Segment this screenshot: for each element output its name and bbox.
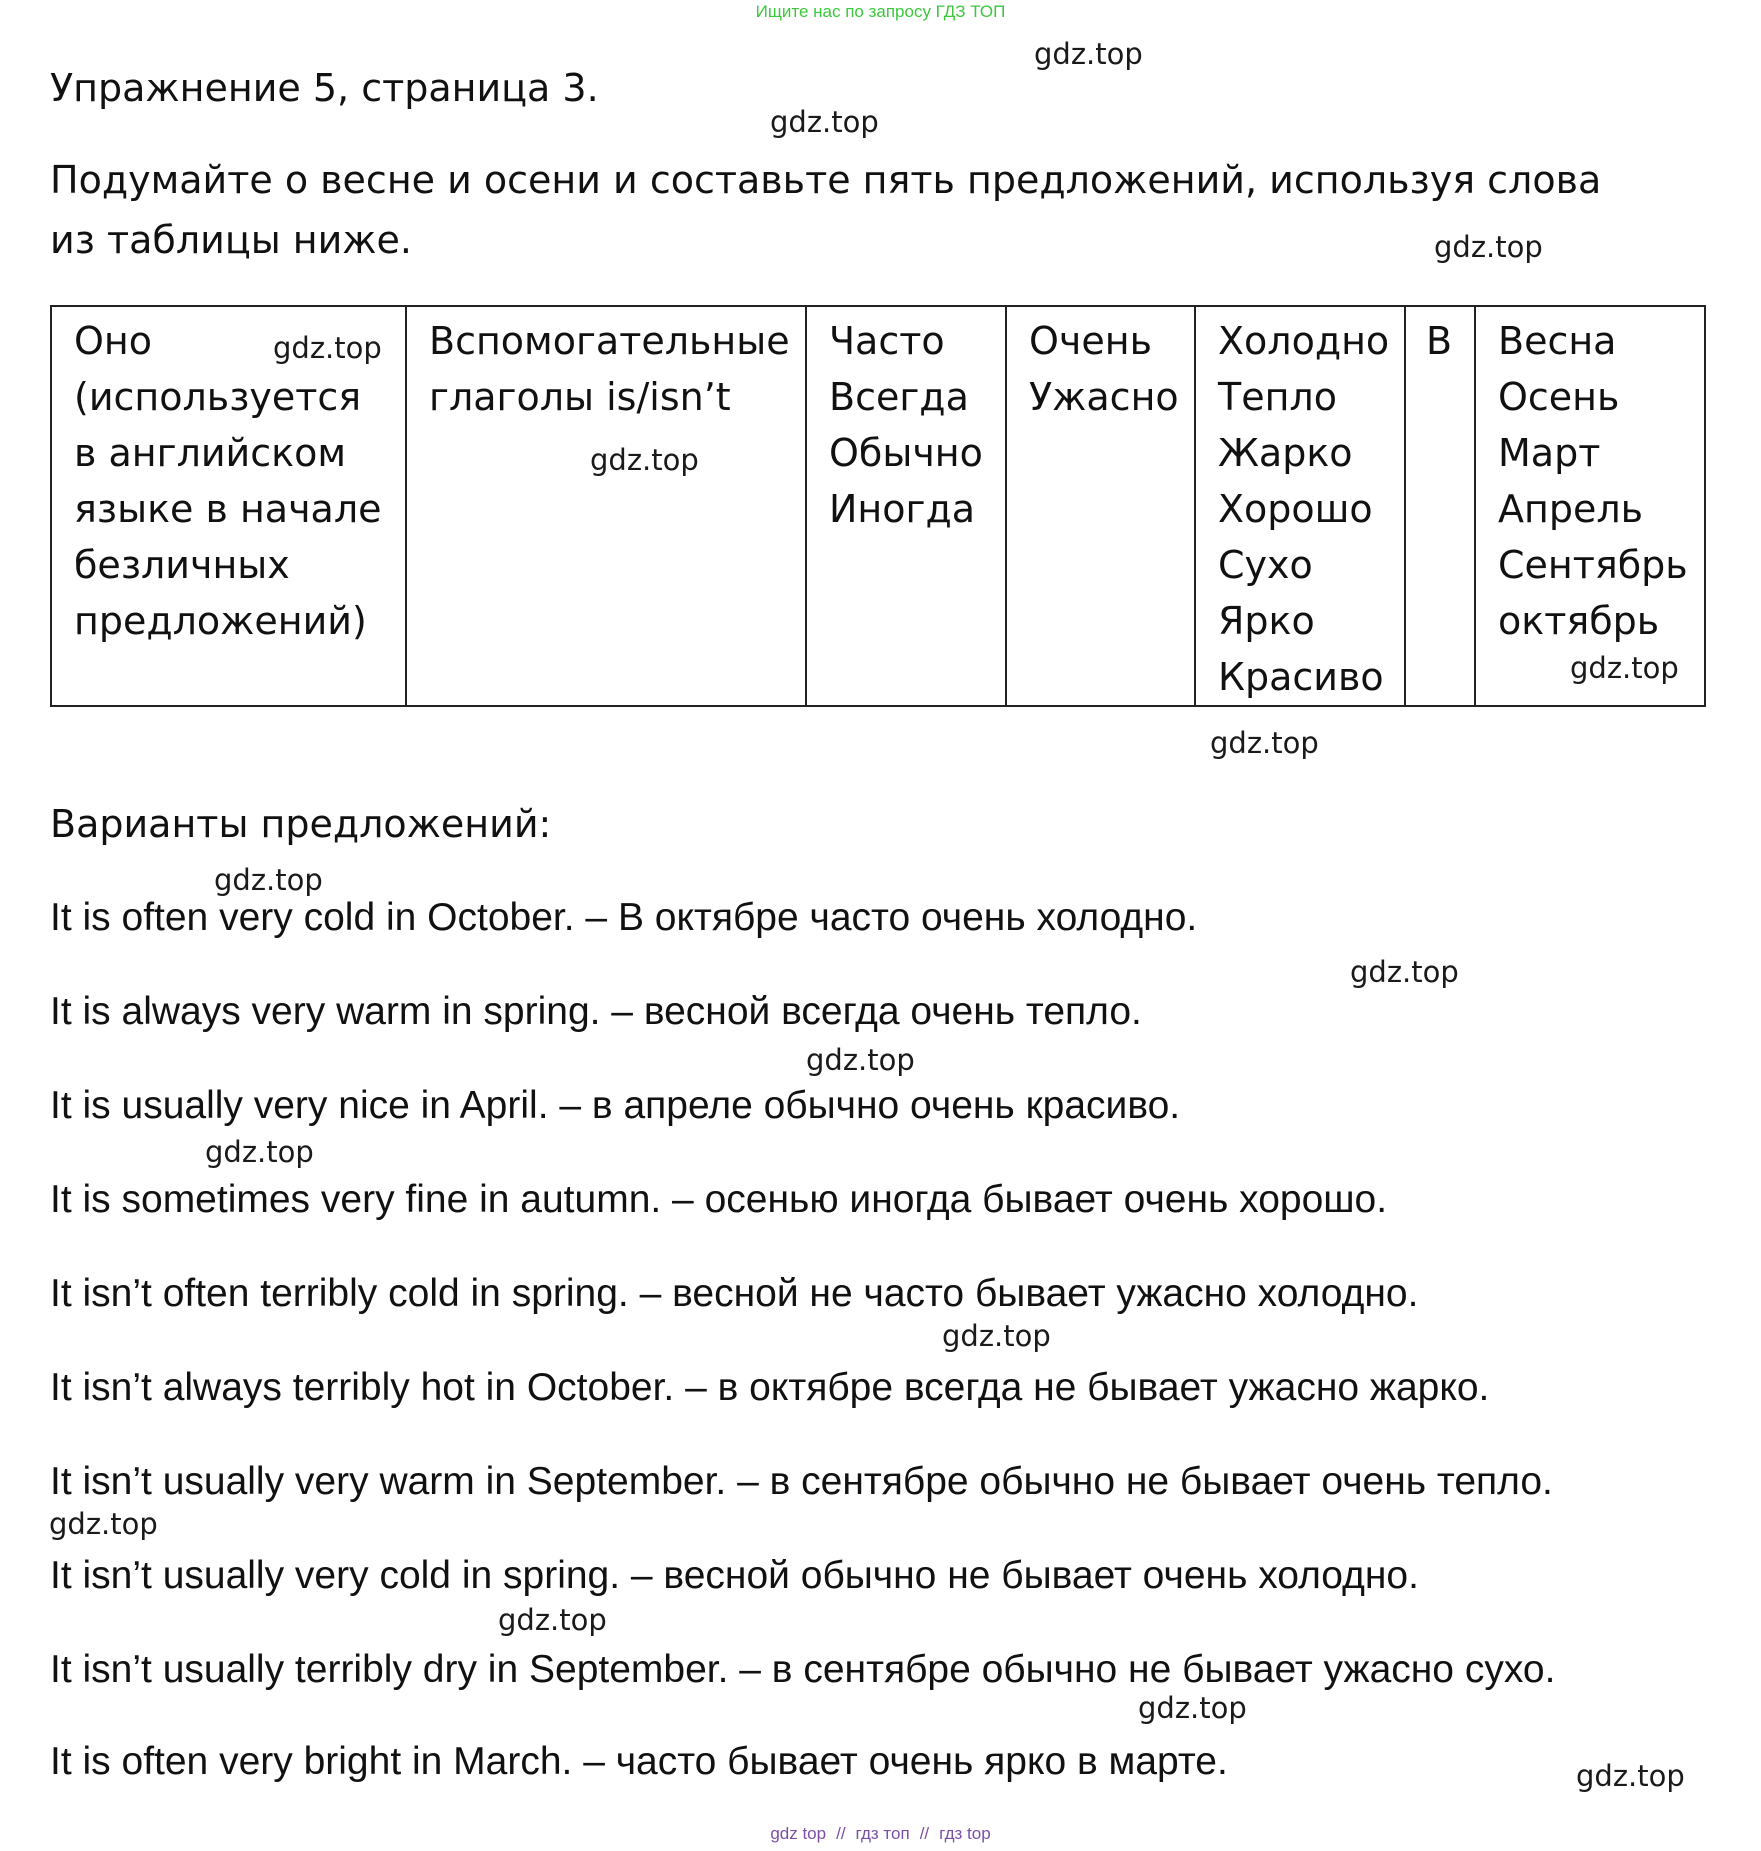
- table-word: В: [1426, 319, 1453, 363]
- table-cell-degree: [1006, 306, 1195, 706]
- watermark: gdz.top: [590, 443, 699, 477]
- watermark: gdz.top: [214, 863, 323, 897]
- footer-separator: //: [919, 1824, 930, 1843]
- sentence: It isn’t usually terribly dry in September. – в сентябре обычно не бывает ужасно сухо.: [50, 1648, 1556, 1691]
- exercise-title: Упражнение 5, страница 3.: [50, 66, 599, 110]
- table-word: Ярко: [1218, 599, 1315, 643]
- footer-link[interactable]: gdz top: [770, 1824, 827, 1843]
- table-cell-time: [1475, 306, 1705, 706]
- sentence: It isn’t usually very cold in spring. – весной обычно не бывает очень холодно.: [50, 1554, 1419, 1597]
- watermark: gdz.top: [1138, 1691, 1247, 1725]
- table-word: Тепло: [1218, 375, 1337, 419]
- table-word: Ужасно: [1029, 375, 1179, 419]
- sentence: It is sometimes very fine in autumn. – осенью иногда бывает очень хорошо.: [50, 1178, 1388, 1221]
- table-word: Иногда: [829, 487, 976, 531]
- top-banner-link[interactable]: Ищите нас по запросу ГДЗ ТОП: [755, 2, 1006, 21]
- table-word: Вспомогательные глаголы is/isn’t: [429, 319, 790, 419]
- variants-heading: Варианты предложений:: [50, 802, 552, 846]
- footer-link[interactable]: гдз top: [939, 1824, 991, 1843]
- table-word: Апрель: [1498, 487, 1644, 531]
- table-word: Красиво: [1218, 655, 1384, 699]
- table-word: Обычно: [829, 431, 983, 475]
- watermark: gdz.top: [806, 1043, 915, 1077]
- table-word: Очень: [1029, 319, 1152, 363]
- watermark: gdz.top: [942, 1319, 1051, 1353]
- watermark: gdz.top: [1434, 230, 1543, 264]
- watermark: gdz.top: [1576, 1759, 1685, 1793]
- watermark: gdz.top: [498, 1603, 607, 1637]
- footer-link[interactable]: гдз топ: [855, 1824, 910, 1843]
- watermark: gdz.top: [273, 331, 382, 365]
- table-row: [51, 306, 1705, 706]
- sentence: It isn’t often terribly cold in spring. – весной не часто бывает ужасно холодно.: [50, 1272, 1419, 1315]
- table-word: Осень: [1498, 375, 1620, 419]
- table-cell-auxiliary: [406, 306, 806, 706]
- watermark: gdz.top: [1570, 651, 1679, 685]
- sentence: It isn’t always terribly hot in October. – в октябре всегда не бывает ужасно жарко.: [50, 1366, 1490, 1409]
- watermark: gdz.top: [49, 1507, 158, 1541]
- watermark: gdz.top: [770, 105, 879, 139]
- table-word: Жарко: [1218, 431, 1353, 475]
- table-word: (используется в английском языке в начале безличных предложений): [74, 375, 382, 643]
- sentence: It is often very cold in October. – В октябре часто очень холодно.: [50, 896, 1198, 939]
- footer-links: [0, 1822, 1761, 1846]
- sentence: It is always very warm in spring. – весной всегда очень тепло.: [50, 990, 1142, 1033]
- table-word: Март: [1498, 431, 1601, 475]
- table-word: Холодно: [1218, 319, 1390, 363]
- table-word: Часто: [829, 319, 945, 363]
- table-word: Сентябрь: [1498, 543, 1688, 587]
- table-word: Весна: [1498, 319, 1617, 363]
- watermark: gdz.top: [1350, 955, 1459, 989]
- table-word: Всегда: [829, 375, 969, 419]
- table-cell-frequency: [806, 306, 1006, 706]
- table-word: октябрь: [1498, 599, 1660, 643]
- table-word: Хорошо: [1218, 487, 1373, 531]
- table-word: Сухо: [1218, 543, 1313, 587]
- sentence: It is usually very nice in April. – в апреле обычно очень красиво.: [50, 1084, 1181, 1127]
- table-cell-adjective: [1195, 306, 1405, 706]
- watermark: gdz.top: [205, 1135, 314, 1169]
- footer-separator: //: [836, 1824, 846, 1843]
- table-word: Оно: [74, 319, 153, 363]
- sentence: It isn’t usually very warm in September. – в сентябре обычно не бывает очень тепло.: [50, 1460, 1553, 1503]
- table-cell-pronoun: [51, 306, 406, 706]
- sentence: It is often very bright in March. – часто бывает очень ярко в марте.: [50, 1740, 1228, 1783]
- watermark: gdz.top: [1034, 37, 1143, 71]
- task-text: Подумайте о весне и осени и составьте пять предложений, используя слова из таблицы ниже.: [50, 158, 1602, 262]
- table-cell-preposition: [1405, 306, 1475, 706]
- watermark: gdz.top: [1210, 726, 1319, 760]
